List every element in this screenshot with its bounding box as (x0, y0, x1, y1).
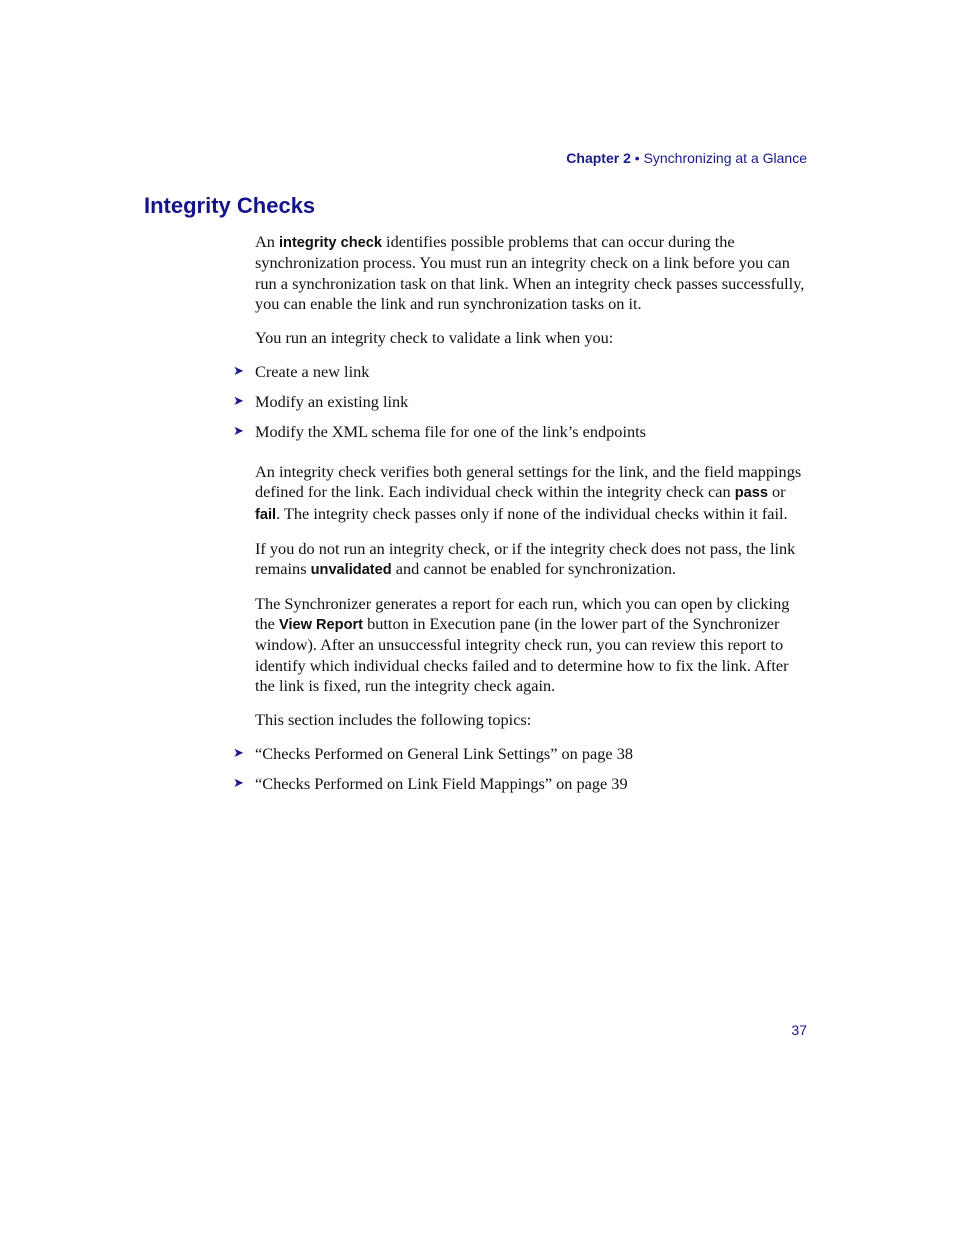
report-paragraph: The Synchronizer generates a report for each run, which you can open by clicking the View Report button in Execution pane (in the lower part of the Synchronizer window). After an unsuccessful integrity check run, you can review this report to identify which individual checks failed and to determine how to fix the link. After the link is fixed, run the integrity check again. (255, 593, 790, 695)
unvalidated-paragraph: If you do not run an integrity check, or if the integrity check does not pass, the link remains unvalidated and cannot be enabled for synchronization. (255, 538, 796, 578)
list-item: ➤ Modify an existing link (233, 391, 409, 411)
page-title: Integrity Checks (144, 193, 316, 218)
when-paragraph: You run an integrity check to validate a link when you: (255, 327, 614, 347)
list-item: ➤ Modify the XML schema file for one of the link’s endpoints (233, 421, 646, 441)
running-header (566, 150, 807, 166)
page-number: 37 (791, 1022, 807, 1038)
header-chapter: Chapter 2 (566, 150, 631, 166)
header-section: Synchronizing at a Glance (643, 150, 807, 166)
bullet-arrow-icon: ➤ (233, 775, 244, 791)
bullet-arrow-icon: ➤ (233, 393, 244, 409)
term-view-report: View Report (278, 617, 364, 634)
term-pass: pass (734, 485, 768, 502)
topic-link[interactable]: ➤ “Checks Performed on General Link Settings” on page 38 (233, 743, 633, 763)
topics-intro: This section includes the following topics: (255, 709, 532, 729)
list-item: ➤ Create a new link (233, 361, 370, 381)
bullet-arrow-icon: ➤ (233, 745, 244, 761)
term-unvalidated: unvalidated (310, 561, 392, 578)
header-separator: • (634, 150, 640, 166)
intro-paragraph: An integrity check identifies possible problems that can occur during the synchronization process. You must run an integrity check on a link before you can run a synchronization task on that link. When an integrity check passes successfully, you can enable the link and run synchronization tasks on it. (255, 232, 805, 313)
validation-cases-list (233, 361, 810, 442)
main-content (233, 232, 810, 804)
verification-paragraph: An integrity check verifies both general settings for the link, and the field mappings defined for the link. Each individual check within the integrity check can pass or fail. The integrity check passes only if none of the individual checks within it fail. (255, 461, 802, 523)
term-integrity-check: integrity check (278, 235, 382, 251)
bullet-arrow-icon: ➤ (233, 423, 244, 439)
topics-list (233, 743, 810, 794)
term-fail: fail (255, 506, 277, 523)
topic-link[interactable]: ➤ “Checks Performed on Link Field Mappings” on page 39 (233, 773, 628, 793)
bullet-arrow-icon: ➤ (233, 363, 244, 379)
